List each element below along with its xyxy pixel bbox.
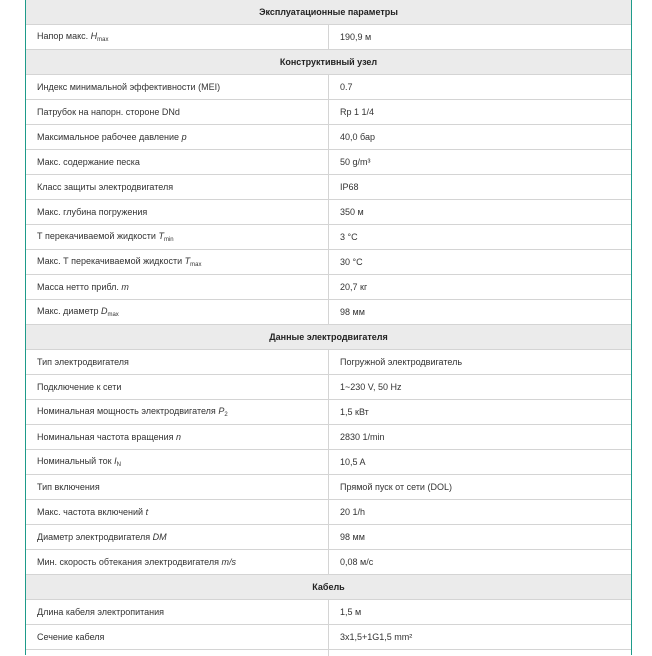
row-label: Максимальное рабочее давление [37,132,179,142]
row-symbol: T [185,256,191,266]
row-value: 1,5 кВт [329,400,632,425]
table-row [26,475,631,500]
row-label-cell [26,175,329,200]
row-label-cell [26,100,329,125]
table-row [26,300,631,325]
row-symbol: D [101,306,108,316]
row-label-cell [26,500,329,525]
row-value: 0.7 [329,75,632,100]
table-row [26,250,631,275]
row-value: 50 g/m³ [329,150,632,175]
section-title: Кабель [26,575,631,600]
row-value: IP68 [329,175,632,200]
row-label: Т перекачиваемой жидкости [37,231,156,241]
row-value: Прямой пуск от сети (DOL) [329,475,632,500]
row-value: 350 м [329,200,632,225]
row-label: Тип электродвигателя [37,357,129,367]
row-value: 3 °C [329,225,632,250]
row-label-cell [26,450,329,475]
row-label: Макс. содержание песка [37,157,140,167]
table-row [26,200,631,225]
table-row [26,650,631,656]
row-value: Погружной электродвигатель [329,350,632,375]
row-symbol: p [182,132,187,142]
row-label: Тип включения [37,482,100,492]
row-label: Патрубок на напорн. стороне DNd [37,107,180,117]
row-value: 30 °C [329,250,632,275]
row-label-cell [26,375,329,400]
row-label: Номинальная мощность электродвигателя [37,406,216,416]
row-label: Макс. Т перекачиваемой жидкости [37,256,182,266]
row-value: 40,0 бар [329,125,632,150]
row-label-cell [26,525,329,550]
table-row [26,100,631,125]
row-symbol-subscript: max [97,37,108,43]
row-label: Макс. глубина погружения [37,207,147,217]
row-value: 190,9 м [329,25,632,50]
row-symbol: H [91,31,98,41]
row-label-cell [26,150,329,175]
row-value: 3x1,5+1G1,5 mm² [329,625,632,650]
row-label: Диаметр электродвигателя [37,532,150,542]
row-symbol: n [176,432,181,442]
row-label: Индекс минимальной эффективности (MEI) [37,82,220,92]
section-header [26,575,631,600]
row-label: Масса нетто прибл. [37,282,119,292]
row-label-cell [26,125,329,150]
spec-table-panel [25,0,632,655]
row-label: Подключение к сети [37,382,121,392]
row-label-cell [26,200,329,225]
row-label-cell [26,475,329,500]
row-symbol: DM [153,532,167,542]
row-label-cell [26,625,329,650]
row-label-cell [26,275,329,300]
row-symbol: t [146,507,149,517]
row-value: 1~230 V, 50 Hz [329,375,632,400]
section-header [26,0,631,25]
row-label: Макс. частота включений [37,507,143,517]
row-label-cell [26,400,329,425]
table-row [26,150,631,175]
table-row [26,550,631,575]
row-value: 2830 1/min [329,425,632,450]
row-symbol: m/s [222,557,237,567]
row-symbol: T [158,231,164,241]
row-label: Напор макс. [37,31,88,41]
row-value: 1,5 м [329,600,632,625]
table-row [26,225,631,250]
row-label: Макс. диаметр [37,306,98,316]
row-value: 98 мм [329,300,632,325]
section-title: Эксплуатационные параметры [26,0,631,25]
row-value [329,650,632,656]
table-row [26,25,631,50]
section-title: Конструктивный узел [26,50,631,75]
table-row [26,500,631,525]
row-label: Мин. скорость обтекания электродвигателя [37,557,219,567]
table-row [26,600,631,625]
table-row [26,75,631,100]
table-row [26,350,631,375]
row-value: Rp 1 1/4 [329,100,632,125]
row-symbol-subscript: max [107,312,118,318]
table-row [26,400,631,425]
row-label: Длина кабеля электропитания [37,607,164,617]
row-value: 20 1/h [329,500,632,525]
row-label-cell [26,350,329,375]
row-label-cell [26,650,329,656]
row-label-cell [26,600,329,625]
row-symbol: I [114,456,117,466]
table-row [26,175,631,200]
table-row [26,450,631,475]
row-label: Класс защиты электродвигателя [37,182,173,192]
table-row [26,125,631,150]
row-label-cell [26,425,329,450]
row-symbol-subscript: N [117,462,121,468]
table-row [26,375,631,400]
row-symbol: P [218,406,224,416]
section-header [26,325,631,350]
table-row [26,625,631,650]
row-symbol: m [121,282,129,292]
row-label-cell [26,300,329,325]
row-value: 0,08 м/с [329,550,632,575]
row-label-cell [26,250,329,275]
table-row [26,275,631,300]
spec-table [26,0,631,656]
section-title: Данные электродвигателя [26,325,631,350]
row-symbol-subscript: 2 [224,412,227,418]
row-value: 20,7 кг [329,275,632,300]
row-label-cell [26,25,329,50]
table-row [26,525,631,550]
row-value: 98 мм [329,525,632,550]
row-value: 10,5 A [329,450,632,475]
row-label-cell [26,225,329,250]
row-label: Номинальная частота вращения [37,432,174,442]
row-label-cell [26,550,329,575]
row-label: Номинальный ток [37,456,112,466]
row-symbol-subscript: max [190,262,201,268]
table-row [26,425,631,450]
section-header [26,50,631,75]
row-label-cell [26,75,329,100]
row-label: Сечение кабеля [37,632,104,642]
row-symbol-subscript: min [164,237,174,243]
